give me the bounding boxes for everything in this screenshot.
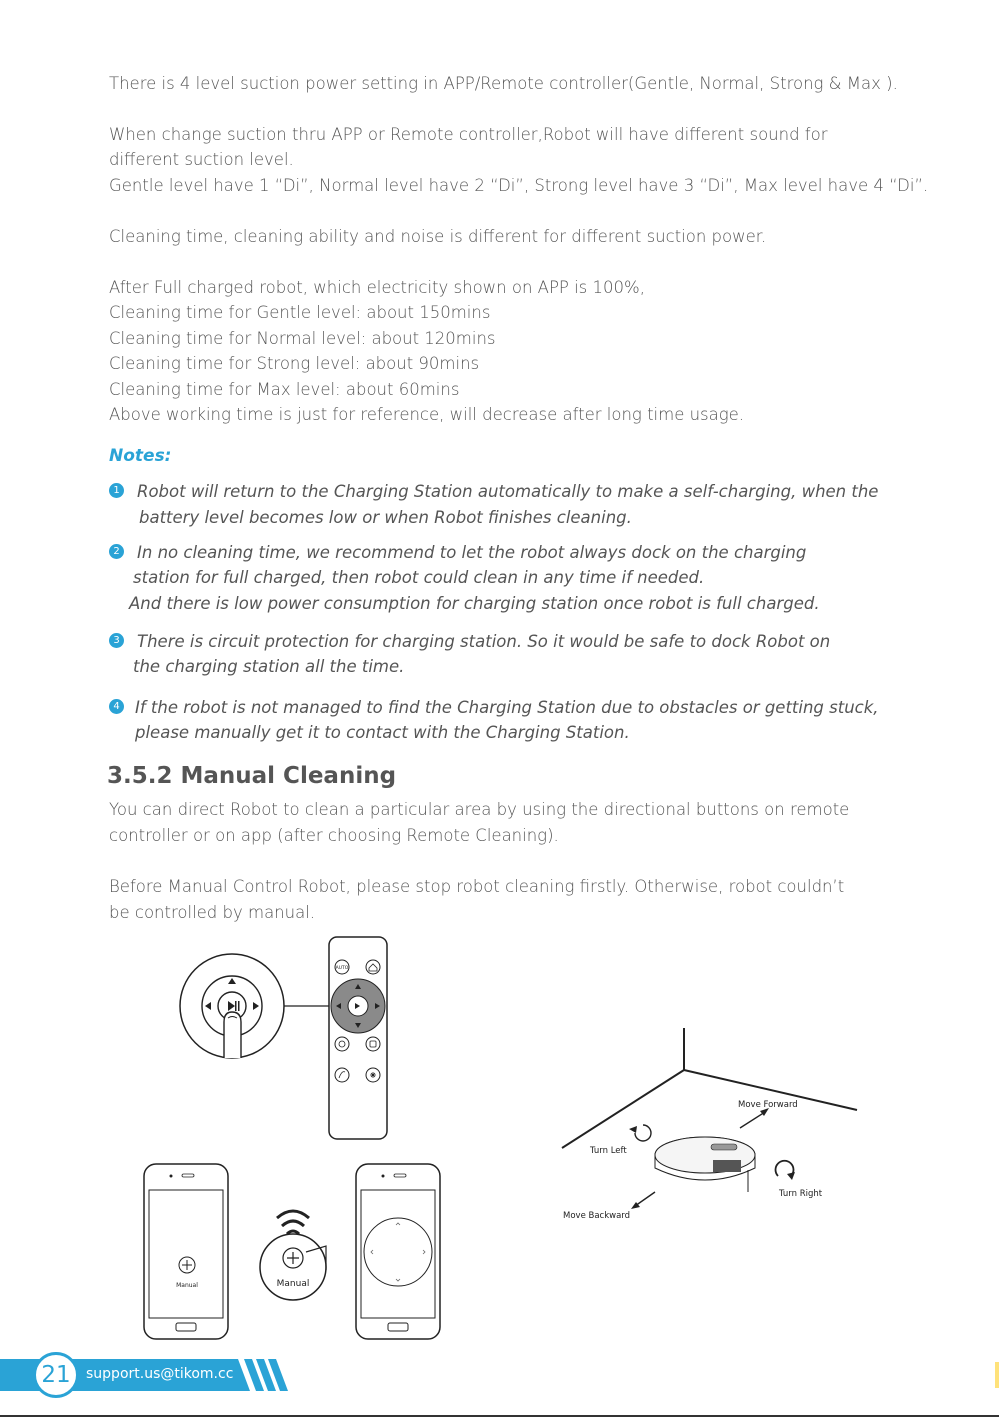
manual-before-line-1: Before Manual Control Robot, please stop robot cleaning firstly. Otherwise, robot couldn’t [109,877,845,896]
note-4-line-1: If the robot is not managed to find the Charging Station due to obstacles or getting stuck, [135,698,879,717]
phone-manual-label-big: Manual [276,1279,310,1289]
note-1-line-1: Robot will return to the Charging Station automatically to make a self-charging, when the [137,482,879,501]
remote-auto-label: AUTO [335,966,349,971]
note-1-line-2: battery level becomes low or when Robot finishes cleaning. [139,508,632,527]
note-2-line-1: In no cleaning time, we recommend to let the robot always dock on the charging [137,543,807,562]
manual-intro-line-2: controller or on app (after choosing Remote Cleaning). [109,826,559,845]
wifi-manual-zoom [260,1211,326,1300]
turn-left-label: Turn Left [590,1146,627,1156]
phone-manual-label-small: Manual [176,1282,198,1289]
cleaning-time-max: Cleaning time for Max level: about 60mins [109,380,460,399]
note-3-line-2: the charging station all the time. [133,657,405,676]
move-backward-label: Move Backward [563,1211,631,1221]
phone-direction-pad [356,1164,440,1339]
note-2-line-2: station for full charged, then robot could clean in any time if needed. [133,568,705,587]
manual-before-line-2: be controlled by manual. [109,903,316,922]
support-email[interactable]: support.us@tikom.cc [86,1366,234,1382]
manual-intro-line-1: You can direct Robot to clean a particular area by using the directional buttons on remote [109,800,850,819]
cleaning-time-strong: Cleaning time for Strong level: about 90mins [109,354,480,373]
cleaning-time-intro: After Full charged robot, which electricity shown on APP is 100%, [109,278,645,297]
remote-and-app-illustration [140,930,460,1345]
move-forward-label: Move Forward [738,1100,798,1110]
robot-movement-illustration [555,1020,865,1230]
bottom-rule [0,1415,999,1417]
page-edge-marker [995,1362,999,1388]
intro-cleaning-difference: Cleaning time, cleaning ability and noise is different for different suction power. [109,227,767,246]
robot-vacuum [655,1137,755,1192]
note-4-number: 4 [109,699,124,714]
section-heading: 3.5.2 Manual Cleaning [107,763,397,789]
note-4-line-2: please manually get it to contact with the Charging Station. [135,723,630,742]
notes-title: Notes: [109,446,172,466]
phone-manual-button [144,1164,228,1339]
remote-controller [329,937,387,1139]
note-2-line-3: And there is low power consumption for charging station once robot is full charged. [129,594,820,613]
intro-sound-line-2: different suction level. [109,150,294,169]
intro-sound-line-1: When change suction thru APP or Remote controller,Robot will have different sound for [109,125,828,144]
turn-right-label: Turn Right [779,1189,823,1199]
note-1-number: 1 [109,483,124,498]
dpad-zoom-circle [180,954,332,1058]
cleaning-time-normal: Cleaning time for Normal level: about 120mins [109,329,496,348]
intro-sound-line-3: Gentle level have 1 “Di”, Normal level have 2 “Di”, Strong level have 3 “Di”, Max level have 4 “Di”. [109,176,929,195]
cleaning-time-gentle: Cleaning time for Gentle level: about 150mins [109,303,491,322]
intro-suction-levels: There is 4 level suction power setting in APP/Remote controller(Gentle, Normal, Strong & Max ). [109,74,898,93]
note-3-number: 3 [109,633,124,648]
note-3-line-1: There is circuit protection for charging station. So it would be safe to dock Robot on [137,632,831,651]
note-2-number: 2 [109,544,124,559]
cleaning-time-reference: Above working time is just for reference, will decrease after long time usage. [109,405,745,424]
page-number: 21 [33,1352,79,1398]
